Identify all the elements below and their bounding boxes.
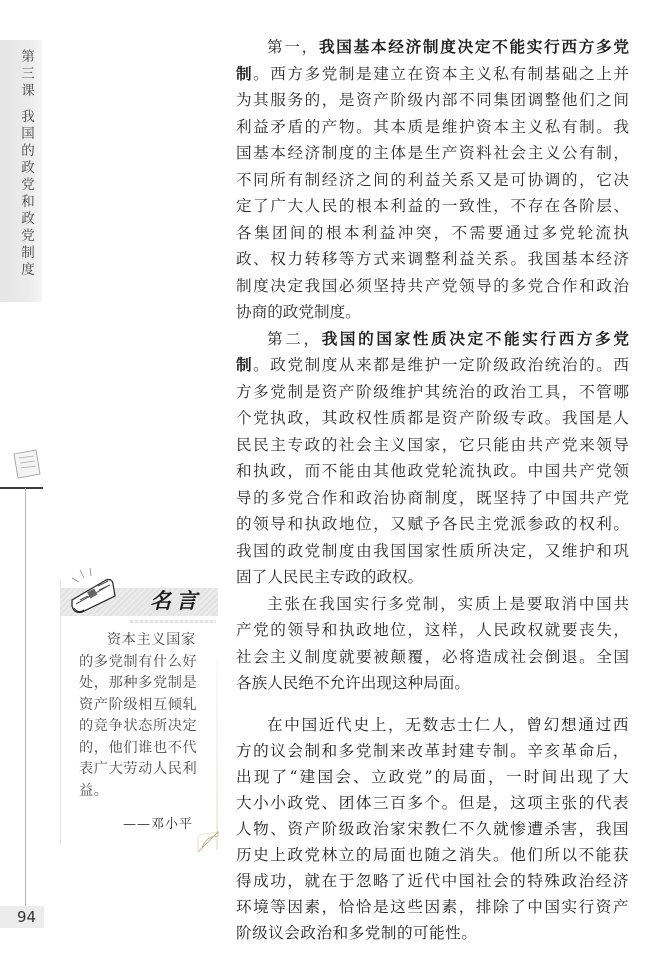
reading-passage bbox=[236, 712, 629, 946]
reading-line: 在中国近代史上，无数志士仁人，曾幻想通过西 bbox=[267, 716, 629, 734]
reading-line: 得成功，就在于忽略了近代中国社会的特殊政治经济 bbox=[236, 872, 629, 890]
para2-heading-end: 制 bbox=[236, 356, 254, 374]
quote-line: 益。 bbox=[79, 782, 109, 799]
text-line: 不同所有制经济之间的利益关系又是可协调的，它决 bbox=[236, 170, 629, 189]
text-line: 定了广大人民的根本利益的一致性，不存在各阶层、 bbox=[236, 197, 629, 215]
para2-heading: 我国的国家性质决定不能实行西方多党 bbox=[321, 329, 629, 348]
text-line: 的领导和执政地位，又赋予各民主党派参政的权利。 bbox=[236, 515, 629, 533]
text-line: 利益矛盾的产物。其本质是维护资本主义私有制。我 bbox=[236, 117, 629, 136]
text-line: 个党执政，其政权性质都是资产阶级专政。我国是人 bbox=[236, 409, 629, 427]
para1-heading-end: 制 bbox=[236, 64, 254, 83]
para2-first-line bbox=[236, 326, 629, 353]
para3-first-line: 主张在我国实行多党制，实质上是要取消中国共 bbox=[267, 594, 629, 613]
quote-box-edge bbox=[216, 660, 218, 850]
reading-line: 历史上政党林立的局面也随之消失。他们所以不能获 bbox=[236, 846, 629, 864]
text-line: 协商的政党制度。 bbox=[236, 303, 361, 321]
para1-first-line bbox=[236, 34, 629, 61]
text-line: 产党的领导和执政地位，这样，人民政权就要丧失， bbox=[236, 621, 629, 639]
page-number: 94 bbox=[17, 908, 37, 926]
text-line: 固了人民民主专政的政权。 bbox=[236, 568, 424, 586]
text-line: 制。政党制度从来都是维护一定阶级政治统治的。西 bbox=[236, 356, 629, 374]
reading-line: 阶级议会政治和多党制的可能性。 bbox=[236, 924, 478, 942]
quote-title: 名言 bbox=[150, 589, 202, 613]
text-line: 制度决定我国必须坚持共产党领导的多党合作和政治 bbox=[236, 276, 629, 295]
para1-heading: 我国基本经济制度决定不能实行西方多党 bbox=[318, 38, 629, 56]
text-line: 和执政，而不能由其他政党轮流执政。中国共产党领 bbox=[236, 462, 629, 480]
text-line: 政、权力转移等方式来调整利益关系。我国基本经济 bbox=[236, 250, 629, 268]
text-line: 各族人民绝不允许出现这种局面。 bbox=[236, 674, 470, 692]
text-line: 社会主义制度就要被颠覆，必将造成社会倒退。全国 bbox=[236, 647, 629, 666]
margin-divider bbox=[0, 487, 43, 489]
reading-line: 方的议会制和多党制来改革封建专制。辛亥革命后， bbox=[236, 742, 629, 760]
reading-line: 人物、资产阶级政治家宋教仁不久就惨遭杀害，我国 bbox=[236, 820, 629, 838]
quote-body bbox=[79, 630, 201, 802]
quote-line: 的，他们谁也不代 bbox=[79, 739, 198, 756]
reading-line: 出现了“建国会、立政党”的局面，一时间出现了大 bbox=[236, 768, 629, 786]
para1-lead: 第一， bbox=[267, 38, 319, 56]
quote-header-underline bbox=[130, 620, 216, 623]
quote-line: 表广大劳动人民利 bbox=[79, 761, 198, 777]
text-line: 各集团间的根本利益冲突，不需要通过多党轮流执 bbox=[236, 223, 629, 242]
text-line: 国基本经济制度的主体是生产资料社会主义公有制， bbox=[236, 144, 629, 162]
main-text bbox=[236, 34, 629, 697]
text-line: 方多党制是资产阶级维护其统治的政治工具，不管哪 bbox=[236, 382, 629, 401]
text-line: 制。西方多党制是建立在资本主义私有制基础之上并 bbox=[236, 64, 629, 83]
chapter-lesson-label: 第三课 bbox=[21, 49, 35, 99]
page-curl-icon bbox=[196, 830, 220, 854]
text-line: 民民主专政的社会主义国家，它只能由共产党来领导 bbox=[236, 435, 629, 454]
chapter-title-label: 我国的政党和政党制度 bbox=[21, 109, 35, 278]
quote-line: 的竞争状态所决定 bbox=[79, 718, 198, 734]
para2-lead: 第二， bbox=[267, 329, 322, 348]
text-line: 我国的政党制度由我国国家性质所决定，又维护和巩 bbox=[236, 541, 629, 560]
text-line: 为其服务的，是资产阶级内部不同集团调整他们之间 bbox=[236, 91, 629, 109]
text-line: 导的多党合作和政治协商制度，既坚持了中国共产党 bbox=[236, 488, 629, 507]
quote-line: 处，那种多党制是 bbox=[79, 675, 198, 691]
margin-vertical-rule bbox=[25, 488, 26, 908]
newspaper-icon bbox=[66, 566, 126, 616]
chapter-tab bbox=[0, 40, 42, 302]
quote-line: 的多党制有什么好 bbox=[79, 653, 198, 670]
quote-author: ——邓小平 bbox=[123, 817, 194, 832]
reading-line: 环境等因素，恰恰是这些因素，排除了中国实行资产 bbox=[236, 898, 629, 916]
quote-line: 资产阶级相互倾轧 bbox=[79, 696, 198, 713]
margin-note-icon bbox=[10, 448, 42, 480]
reading-line: 大小小政党、团体三百多个。但是，这项主张的代表 bbox=[236, 794, 629, 812]
quote-line: 资本主义国家 bbox=[107, 632, 196, 648]
